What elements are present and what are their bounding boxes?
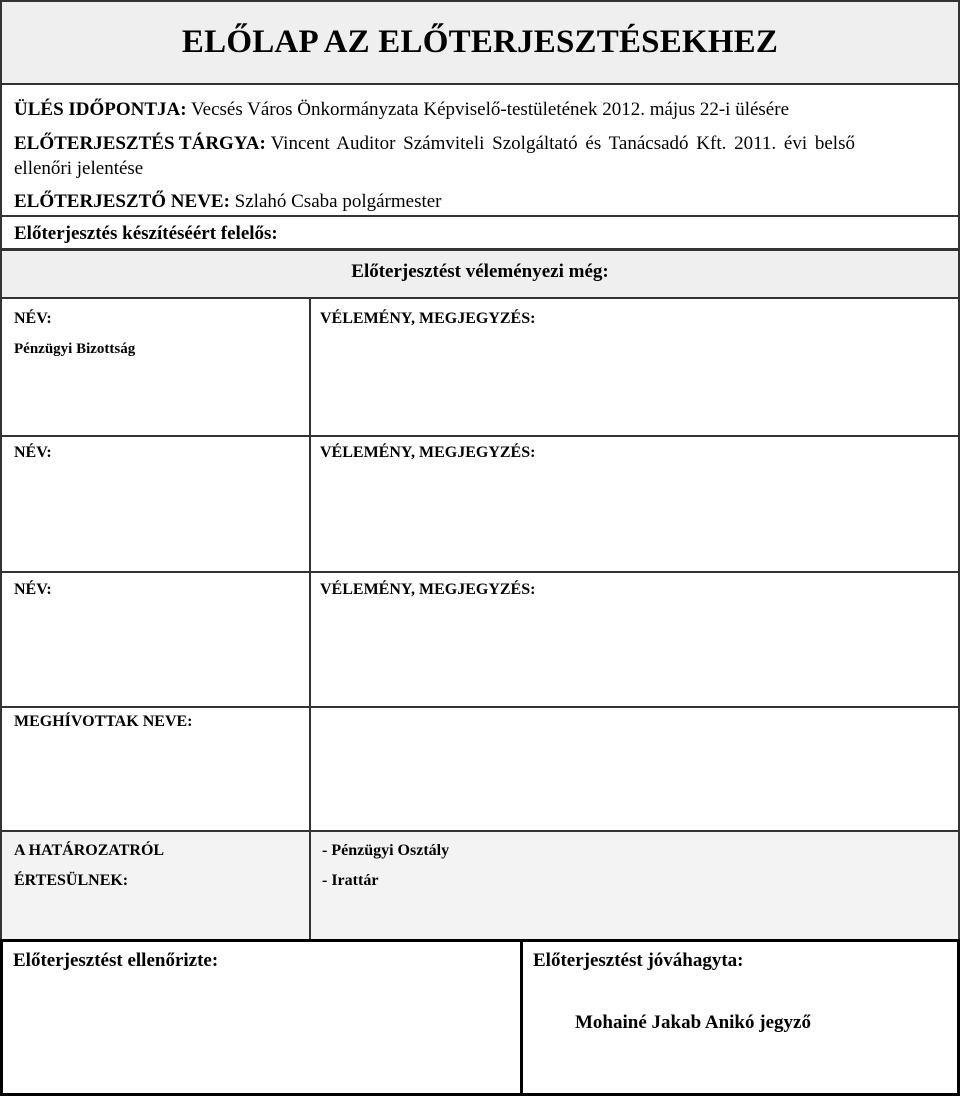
jovahagyta-label: Előterjesztést jóváhagyta: bbox=[533, 950, 744, 971]
column-divider bbox=[309, 832, 311, 940]
targy-line bbox=[14, 133, 855, 155]
row-divider bbox=[2, 571, 960, 573]
row1-nev-value: Pénzügyi Bizottság bbox=[14, 341, 136, 357]
felelos-label: Előterjesztés készítéséért felelős: bbox=[14, 223, 278, 244]
hatarozat-item-irattar: - Irattár bbox=[322, 872, 379, 889]
row2-nev-label: NÉV: bbox=[14, 444, 52, 461]
opinion-grid bbox=[0, 298, 960, 940]
targy-cont-line bbox=[14, 158, 143, 180]
ules-line bbox=[14, 99, 789, 121]
eloterjeszto-value: Szlahó Csaba polgármester bbox=[234, 191, 442, 212]
row3-velemeny-label: VÉLEMÉNY, MEGJEGYZÉS: bbox=[320, 581, 536, 598]
targy-label: ELŐTERJESZTÉS TÁRGYA: bbox=[14, 133, 266, 154]
velemenyezi-header bbox=[0, 249, 960, 299]
felelos-box bbox=[0, 215, 960, 250]
ellenorizte-box bbox=[0, 939, 523, 1096]
eloterjeszto-label: ELŐTERJESZTŐ NEVE: bbox=[14, 191, 230, 212]
targy-value-cont: ellenőri jelentése bbox=[14, 158, 144, 179]
ules-label: ÜLÉS IDŐPONTJA: bbox=[14, 99, 187, 120]
meghivottak-label: MEGHÍVOTTAK NEVE: bbox=[14, 713, 193, 730]
hatarozat-label-line1: A HATÁROZATRÓL bbox=[14, 842, 165, 859]
ules-value: Vecsés Város Önkormányzata Képviselő-testületének 2012. május 22-i ülésére bbox=[191, 99, 790, 120]
ellenorizte-label: Előterjesztést ellenőrizte: bbox=[13, 950, 219, 971]
row1-velemeny-label: VÉLEMÉNY, MEGJEGYZÉS: bbox=[320, 310, 536, 327]
row1-nev-label: NÉV: bbox=[14, 310, 52, 327]
eloterjeszto-line bbox=[14, 191, 442, 213]
row2-velemeny-label: VÉLEMÉNY, MEGJEGYZÉS: bbox=[320, 444, 536, 461]
targy-value: Vincent Auditor Számviteli Szolgáltató és Tanácsadó Kft. 2011. évi belső bbox=[270, 133, 855, 154]
velemenyezi-label: Előterjesztést véleményezi még: bbox=[351, 261, 609, 282]
form-title-box bbox=[0, 0, 960, 85]
jovahagyta-box bbox=[520, 939, 960, 1096]
form-title: ELŐLAP AZ ELŐTERJESZTÉSEKHEZ bbox=[181, 24, 779, 60]
hatarozat-label-line2: ÉRTESÜLNEK: bbox=[14, 872, 129, 889]
row-divider bbox=[2, 435, 960, 437]
info-section bbox=[0, 85, 960, 216]
jovahagyta-name: Mohainé Jakab Anikó jegyző bbox=[575, 1012, 811, 1033]
row3-nev-label: NÉV: bbox=[14, 581, 52, 598]
hatarozat-item-penzugyi: - Pénzügyi Osztály bbox=[322, 842, 450, 859]
signature-section bbox=[0, 939, 960, 1096]
